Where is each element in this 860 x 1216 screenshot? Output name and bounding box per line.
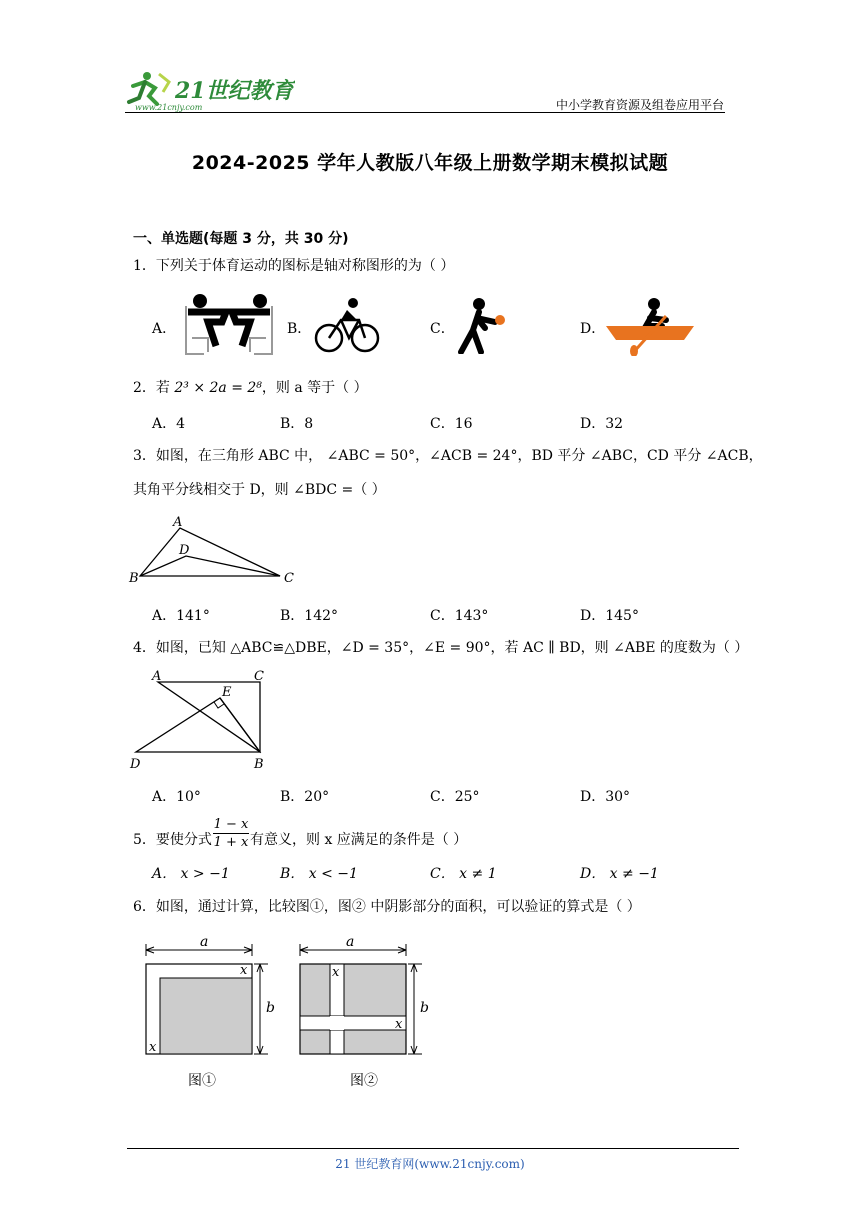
figure-1 [138, 932, 288, 1062]
q2-option-a[interactable]: A．4 [152, 416, 186, 432]
question-3-line2: 其角平分线相交于 D，则 ∠BDC =（ ） [133, 482, 386, 498]
q4-option-c[interactable]: C．25° [430, 789, 480, 805]
header-divider [125, 112, 725, 113]
tug-of-war-icon [178, 292, 280, 358]
question-5-suffix: 有意义，则 x 应满足的条件是（ ） [250, 832, 468, 848]
question-2-stem [133, 378, 368, 398]
q1-label-a: A． [152, 321, 177, 337]
question-3-line1: 3．如图，在三角形 ABC 中， ∠ABC = 50°，∠ACB = 24°，BD 平分 ∠ABC，CD 平分 ∠ACB， [133, 448, 763, 464]
q1-label-d: D． [580, 321, 606, 337]
svg-text:A: A [173, 515, 183, 530]
svg-text:x: x [395, 1017, 403, 1032]
svg-text:x: x [332, 965, 340, 980]
svg-text:a: a [346, 934, 355, 950]
svg-text:B: B [129, 571, 139, 586]
cycling-icon [313, 296, 381, 354]
svg-text:D: D [179, 543, 190, 558]
section-heading: 一、单选题(每题 3 分，共 30 分) [133, 231, 349, 247]
q1-label-c: C． [430, 321, 455, 337]
q3-option-a[interactable]: A．141° [152, 608, 210, 624]
question-6-stem: 6．如图，通过计算，比较图①，图② 中阴影部分的面积，可以验证的算式是（ ） [133, 899, 641, 915]
svg-text:21世纪教育: 21世纪教育 [175, 78, 294, 104]
triangle-abc-figure [128, 512, 300, 586]
q3-option-d[interactable]: D．145° [580, 608, 639, 624]
q5-fraction [213, 816, 249, 851]
svg-text:C: C [284, 571, 294, 586]
figure-2-caption: 图② [350, 1073, 378, 1089]
ball-throw-icon [455, 296, 507, 354]
q5-numerator: 1 − x [213, 817, 249, 832]
svg-text:A: A [152, 669, 162, 684]
figure-2 [292, 932, 442, 1062]
q2-option-b[interactable]: B．8 [280, 416, 314, 432]
svg-text:b: b [420, 1000, 429, 1016]
q2-option-d[interactable]: D．32 [580, 416, 624, 432]
q5-option-c[interactable]: C． x ≠ 1 [430, 866, 497, 882]
q5-denominator: 1 + x [213, 835, 249, 850]
page-title: 2024-2025 学年人教版八年级上册数学期末模拟试题 [191, 152, 669, 174]
runner-icon [129, 72, 169, 104]
svg-text:www.21cnjy.com: www.21cnjy.com [135, 103, 203, 112]
q5-option-b[interactable]: B． x < −1 [280, 866, 358, 882]
q2-prefix: 2．若 [133, 380, 175, 396]
q3-option-b[interactable]: B．142° [280, 608, 339, 624]
rowing-icon [604, 296, 696, 356]
question-4-stem: 4．如图，已知 △ABC≌△DBE，∠D = 35°，∠E = 90°，若 AC ∥ BD，则 ∠ABE 的度数为（ ） [133, 640, 749, 656]
svg-text:B: B [254, 757, 264, 772]
q4-option-d[interactable]: D．30° [580, 789, 631, 805]
platform-label: 中小学教育资源及组卷应用平台 [555, 98, 724, 112]
svg-text:b: b [266, 1000, 275, 1016]
svg-text:x: x [149, 1040, 157, 1055]
site-logo [125, 68, 295, 113]
congruent-triangles-figure [128, 668, 276, 772]
q2-option-c[interactable]: C．16 [430, 416, 473, 432]
footer-link[interactable]: 21 世纪教育网(www.21cnjy.com) [335, 1157, 525, 1171]
svg-text:E: E [222, 685, 232, 700]
q1-label-b: B． [287, 321, 312, 337]
q5-option-d[interactable]: D． x ≠ −1 [580, 866, 659, 882]
footer-divider [127, 1148, 739, 1149]
svg-text:C: C [254, 669, 264, 684]
figure-1-caption: 图① [188, 1073, 216, 1089]
svg-text:a: a [200, 934, 209, 950]
q3-option-c[interactable]: C．143° [430, 608, 489, 624]
q4-option-b[interactable]: B．20° [280, 789, 330, 805]
q2-expression: 2³ × 2a = 2⁸ [174, 380, 262, 396]
svg-text:x: x [240, 963, 248, 978]
svg-text:D: D [130, 757, 141, 772]
question-1-stem: 1．下列关于体育运动的图标是轴对称图形的为（ ） [133, 258, 455, 274]
q2-suffix: ，则 a 等于（ ） [261, 380, 368, 396]
q5-option-a[interactable]: A． x > −1 [152, 866, 230, 882]
q4-option-a[interactable]: A．10° [152, 789, 201, 805]
question-5-prefix: 5．要使分式 [133, 832, 212, 848]
